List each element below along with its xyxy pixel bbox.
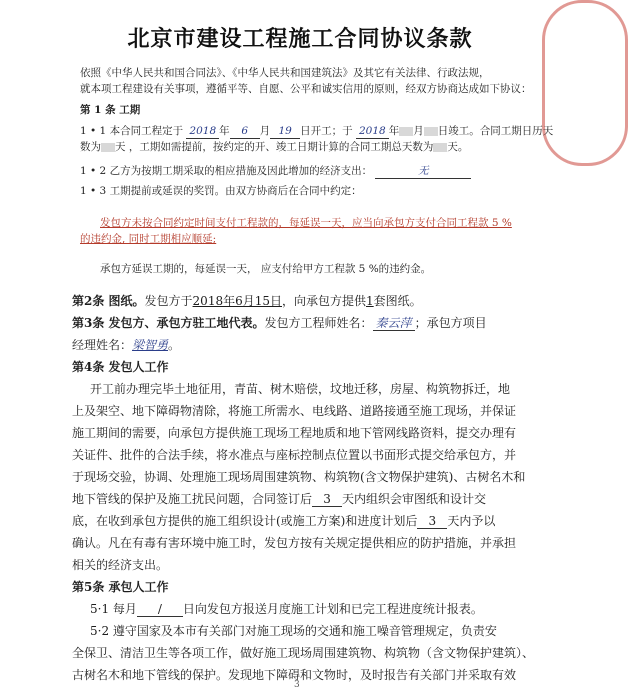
measures-value: 无 (375, 165, 471, 179)
clause-1-1-line-2: 数为 天 ，工期如需提前，按约定的开、竣工日期计算的合同工期总天数为 天。 (80, 141, 469, 153)
article-4-line-2: 上及架空、地下障碍物清除，将施工所需水、电线路、道路接通至施工现场，并保证 (72, 404, 517, 418)
article-3-line-1: 第3条 发包方、承包方驻工地代表。发包方工程师姓名： 秦云萍 ；承包方项目 (72, 316, 487, 330)
article-4-line-4: 关证件、批件的合法手续，将水准点与座标控制点位置以书面形式提交给承包方，并 (72, 448, 517, 462)
owner-engineer-name: 秦云萍 (373, 317, 415, 331)
article-5-heading: 第5条 承包人工作 (72, 580, 169, 594)
page-number: 3 (294, 680, 300, 690)
design-review-days: 3 (312, 493, 342, 507)
document-title: 北京市建设工程施工合同协议条款 (127, 27, 473, 52)
article-4-line-1: 开工前办理完毕土地征用，青苗、树木赔偿，坟地迁移，房屋、构筑物拆迁，地 (90, 382, 511, 396)
start-year: 2018 (186, 125, 219, 139)
penalty-owner-line-2: 的违约金, 同时工期相应顺延; (80, 233, 217, 245)
clause-1-3: 1 • 3 工期提前或延误的奖罚。由双方协商后在合同中约定： (80, 185, 362, 197)
monthly-report-day: / (137, 603, 183, 617)
penalty-owner-line-1: 发包方未按合同约定时间支付工程款的，每延误一天，应当向承包方支付合同工程款 5 % (100, 217, 512, 229)
clause-5-2-line-2: 全保卫、清洁卫生等各项工作，做好施工现场周围建筑物、构筑物（含文物保护建筑）、 (72, 646, 535, 660)
clause-1-1-line-1: 1 • 1 本合同工程定于 2018 年 6 月 19 日开工；于 2018 年 月 日竣工。合同工期日历天 (80, 125, 554, 137)
confirm-days: 3 (417, 515, 447, 529)
article-2: 第2条 图纸。发包方于2018年6月15日，向承包方提供1套图纸。 (72, 294, 422, 308)
clause-5-2-line-1: 5·2 遵守国家及本市有关部门对施工现场的交通和施工噪音管理规定，负责安 (90, 624, 497, 638)
intro-line-2: 就本项工程建设有关事项，遵循平等、自愿、公平和诚实信用的原则，经双方协商达成如下协议： (80, 83, 532, 95)
intro-line-1: 依照《中华人民共和国合同法》、《中华人民共和国建筑法》及其它有关法律、行政法规， (80, 67, 490, 79)
clause-5-2-line-3: 古树名木和地下管线的保护。发现地下障碍和文物时，及时报告有关部门并采取有效 (72, 668, 517, 682)
article-4-line-8: 确认。凡在有毒有害环境中施工时，发包方按有关规定提供相应的防护措施，并承担 (72, 536, 517, 550)
end-year: 2018 (356, 125, 389, 139)
start-month: 6 (230, 125, 260, 139)
redacted-day (424, 127, 438, 136)
drawings-date: 2018年6月15日 (192, 294, 282, 308)
article-1-heading: 第 1 条 工期 (80, 104, 141, 116)
article-4-heading: 第4条 发包人工作 (72, 360, 169, 374)
redacted-month (399, 127, 413, 136)
article-4-line-6: 地下管线的保护及施工扰民问题，合同签订后 3 天内组织会审图纸和设计交 (72, 492, 487, 506)
drawings-count: 1 (366, 294, 374, 308)
redacted-total-days (433, 143, 447, 152)
contractor-manager-name: 梁智勇 (132, 338, 169, 352)
clause-1-2: 1 • 2 乙方为按期工期采取的相应措施及因此增加的经济支出： 无 (80, 164, 525, 179)
article-3-line-2: 经理姓名：梁智勇。 (72, 338, 181, 352)
article-4-line-3: 施工期间的需要，向承包方提供施工现场工程地质和地下管网线路资料，提交办理有 (72, 426, 517, 440)
article-4-line-7: 底，在收到承包方提供的施工组织设计(或施工方案)和进度计划后 3 天内予以 (72, 514, 496, 528)
penalty-contractor: 承包方延误工期的，每延误一天， 应支付给甲方工程款 5 %的违约金。 (100, 263, 432, 275)
clause-5-1: 5·1 每月 / 日向发包方报送月度施工计划和已完工程进度统计报表。 (90, 602, 483, 616)
article-4-line-5: 于现场交验，协调、处理施工现场周围建筑物、构筑物(含文物保护建筑)、古树名木和 (72, 470, 526, 484)
start-day: 19 (270, 125, 300, 139)
article-4-line-9: 相关的经济支出。 (72, 558, 169, 572)
redacted-days (101, 143, 115, 152)
